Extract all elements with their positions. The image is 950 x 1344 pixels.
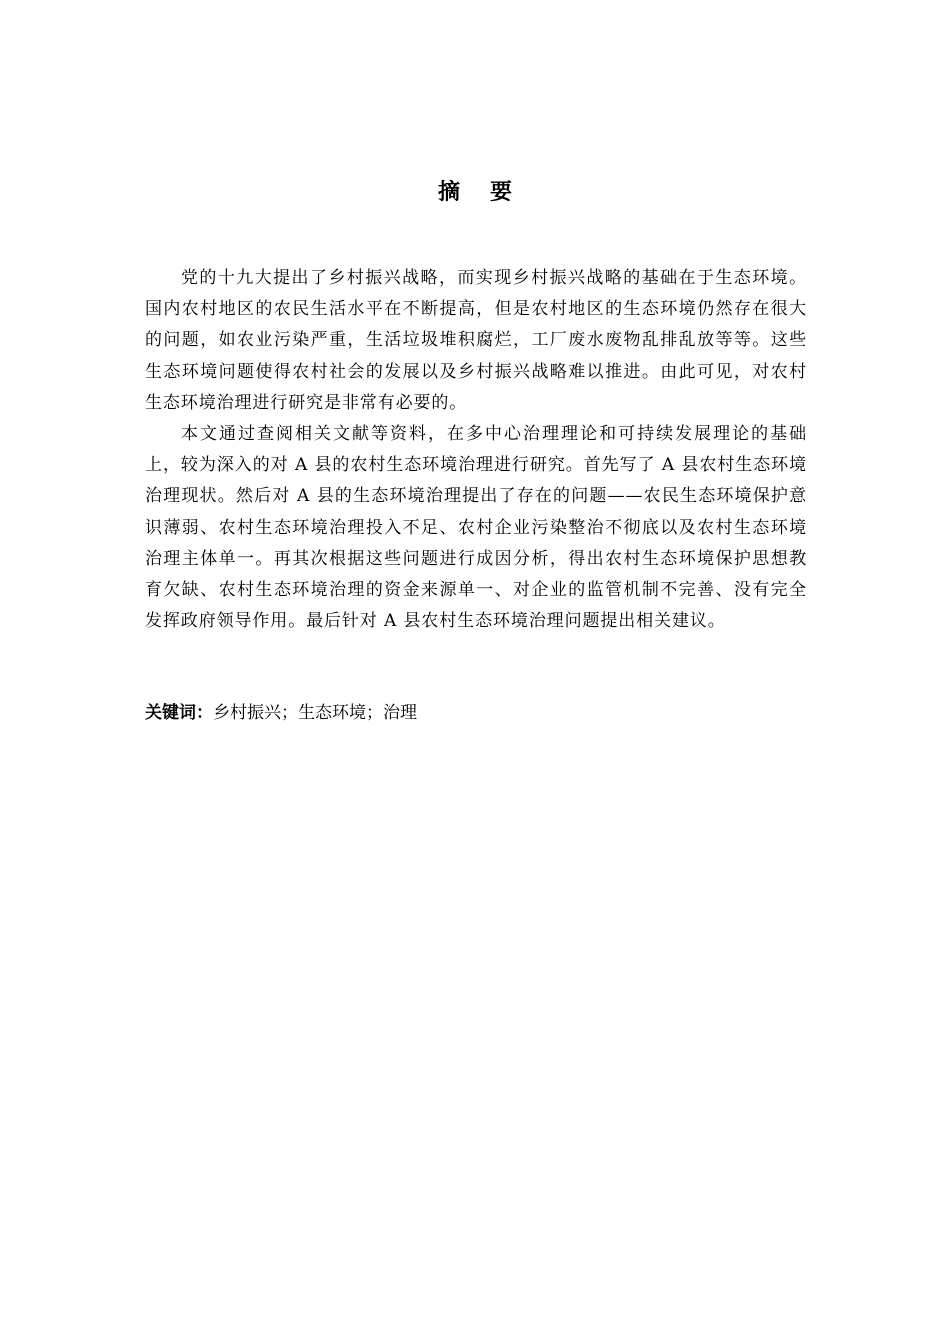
abstract-body — [145, 263, 807, 637]
keywords-value: 乡村振兴；生态环境；治理 — [213, 703, 417, 723]
abstract-title — [0, 178, 950, 208]
keywords-label: 关键词： — [145, 703, 213, 723]
abstract-paragraph-2: 本文通过查阅相关文献等资料，在多中心治理理论和可持续发展理论的基础上，较为深入的对 A 县的农村生态环境治理进行研究。首先写了 A 县农村生态环境治理现状。然后对 A 县的生态环境治理提出了存在的问题——农民生态环境保护意识薄弱、农村生态环境治理投入不足、农村企业污染整治不彻底以及农村生态环境治理主体单一。再其次根据这些问题进行成因分析，得出农村生态环境保护思想教育欠缺、农村生态环境治理的资金来源单一、对企业的监管机制不完善、没有完全发挥政府领导作用。最后针对 A 县农村生态环境治理问题提出相关建议。 — [145, 424, 807, 632]
abstract-title-char-1: 摘 — [437, 180, 460, 205]
abstract-title-char-2: 要 — [490, 180, 513, 205]
abstract-paragraph-1: 党的十九大提出了乡村振兴战略，而实现乡村振兴战略的基础在于生态环境。国内农村地区的农民生活水平在不断提高，但是农村地区的生态环境仍然存在很大的问题，如农业污染严重，生活垃圾堆积腐烂，工厂废水废物乱排乱放等等。这些生态环境问题使得农村社会的发展以及乡村振兴战略难以推进。由此可见，对农村生态环境治理进行研究是非常有必要的。 — [145, 268, 807, 413]
keywords-line — [145, 699, 807, 727]
